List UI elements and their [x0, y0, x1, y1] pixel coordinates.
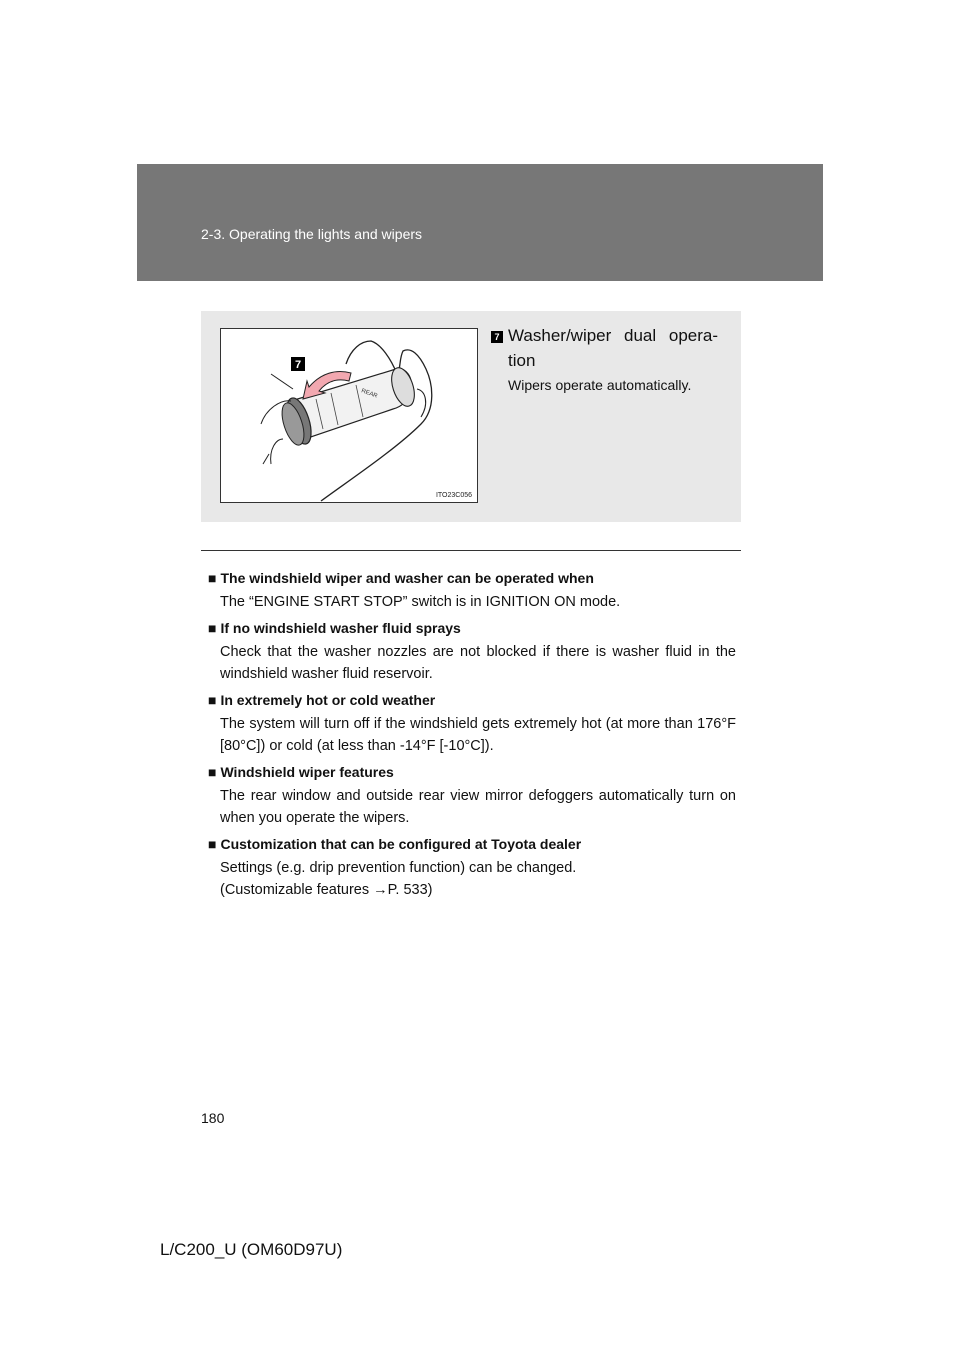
step-description: Wipers operate automatically. [508, 377, 692, 393]
note-body: Check that the washer nozzles are not blocked if there is washer fluid in the windshield washer fluid reservoir. [220, 644, 736, 682]
note-heading-text: In extremely hot or cold weather [220, 692, 436, 708]
note-heading-text: If no windshield washer fluid sprays [220, 620, 461, 636]
figure-code: ITO23C056 [435, 492, 472, 499]
note-item [208, 568, 736, 613]
note-body-crossref: (Customizable features →P. 533) [220, 882, 433, 898]
note-marker: ■ [208, 764, 217, 780]
divider [201, 550, 741, 551]
rear-switch-label: REAR [360, 388, 379, 400]
section-title: 2-3. Operating the lights and wipers [201, 226, 423, 242]
note-heading-text: The windshield wiper and washer can be operated when [220, 570, 594, 586]
note-marker: ■ [208, 692, 217, 708]
note-body: Settings (e.g. drip prevention function) can be changed. [220, 860, 577, 876]
note-body: The rear window and outside rear view mirror defoggers automatically turn on when you operate the wipers. [220, 788, 736, 826]
document-id: L/C200_U (OM60D97U) [160, 1240, 343, 1259]
note-heading-text: Customization that can be configured at Toyota dealer [220, 836, 582, 852]
note-marker: ■ [208, 836, 217, 852]
step-badge: 7 [491, 331, 503, 343]
note-heading [208, 618, 736, 638]
note-heading [208, 834, 736, 854]
note-body: The “ENGINE START STOP” switch is in IGNITION ON mode. [220, 594, 621, 610]
notes-list [208, 568, 736, 906]
note-heading [208, 690, 736, 710]
note-marker: ■ [208, 620, 217, 636]
note-body: The system will turn off if the windshield gets extremely hot (at more than 176°F [80°C]) or cold (at less than -14°F [-10°C]). [220, 716, 736, 754]
step-title: Washer/wiper dual opera-tion [508, 326, 718, 370]
note-item [208, 618, 736, 685]
note-marker: ■ [208, 570, 217, 586]
note-heading-text: Windshield wiper features [220, 764, 394, 780]
page-number: 180 [201, 1110, 225, 1126]
note-item [208, 690, 736, 757]
note-item [208, 834, 736, 901]
note-heading [208, 568, 736, 588]
wiper-switch-illustration [220, 328, 478, 503]
note-item [208, 762, 736, 829]
figure-callout-badge: 7 [294, 359, 302, 371]
header-band [137, 164, 823, 281]
note-heading [208, 762, 736, 782]
